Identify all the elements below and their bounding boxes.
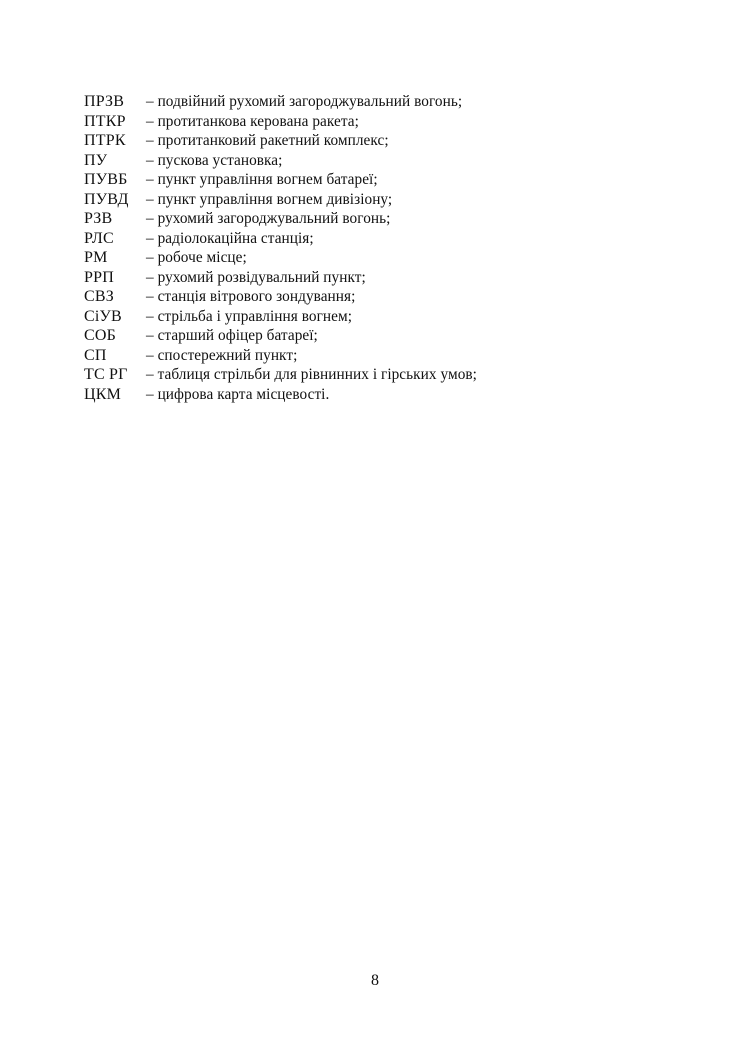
abbreviation-definition: – старший офіцер батареї; <box>146 327 318 344</box>
abbreviation-term: РРП <box>84 268 114 286</box>
abbreviation-definition: – пускова установка; <box>146 151 283 169</box>
abbreviation-term: РЗВ <box>84 210 113 227</box>
abbreviation-row <box>84 248 684 268</box>
abbreviation-row <box>84 190 684 210</box>
abbreviation-row <box>84 346 684 366</box>
abbreviation-term: СОБ <box>84 327 117 344</box>
abbreviation-row <box>84 92 684 112</box>
abbreviation-term: ЦКМ <box>84 385 122 403</box>
page-number: 8 <box>371 972 379 989</box>
abbreviation-definition: – рухомий розвідувальний пункт; <box>146 268 366 286</box>
abbreviation-row <box>84 268 684 288</box>
abbreviation-term: ПРЗВ <box>84 93 125 110</box>
abbreviation-row <box>84 229 684 249</box>
abbreviation-row <box>84 385 684 405</box>
abbreviation-term: ПУВБ <box>84 171 128 188</box>
abbreviation-term: ПТРК <box>84 132 126 149</box>
abbreviation-definition: – радіолокаційна станція; <box>146 229 314 247</box>
abbreviation-definition: – цифрова карта місцевості. <box>146 385 330 403</box>
abbreviation-definition: – протитанковий ракетний комплекс; <box>146 132 389 149</box>
abbreviation-definition: – протитанкова керована ракета; <box>146 112 359 130</box>
abbreviation-definition: – рухомий загороджувальний вогонь; <box>146 210 391 227</box>
abbreviation-list <box>84 92 684 404</box>
abbreviation-term: РМ <box>84 249 108 266</box>
abbreviation-definition: – станція вітрового зондування; <box>146 288 356 305</box>
abbreviation-term: СіУВ <box>84 307 122 325</box>
abbreviation-row <box>84 365 684 385</box>
abbreviation-term: РЛС <box>84 229 114 247</box>
abbreviation-term: ПТКР <box>84 112 126 130</box>
abbreviation-term: ТС РГ <box>84 366 128 383</box>
abbreviation-row <box>84 326 684 346</box>
abbreviation-row <box>84 307 684 327</box>
abbreviation-term: СП <box>84 346 107 364</box>
abbreviation-row <box>84 209 684 229</box>
abbreviation-definition: – пункт управління вогнем батареї; <box>146 171 378 188</box>
abbreviation-row <box>84 131 684 151</box>
abbreviation-term: ПУ <box>84 151 108 169</box>
abbreviation-definition: – подвійний рухомий загороджувальний вогонь; <box>146 93 463 110</box>
abbreviation-term: СВЗ <box>84 288 114 305</box>
abbreviation-definition: – пункт управління вогнем дивізіону; <box>146 190 393 208</box>
abbreviation-definition: – стрільба і управління вогнем; <box>146 307 353 325</box>
abbreviation-term: ПУВД <box>84 190 129 208</box>
abbreviation-definition: – спостережний пункт; <box>146 346 298 364</box>
abbreviation-definition: – робоче місце; <box>146 249 247 266</box>
abbreviation-row <box>84 112 684 132</box>
abbreviation-row <box>84 151 684 171</box>
abbreviation-definition: – таблиця стрільби для рівнинних і гірських умов; <box>146 366 477 383</box>
abbreviation-row <box>84 170 684 190</box>
abbreviation-row <box>84 287 684 307</box>
